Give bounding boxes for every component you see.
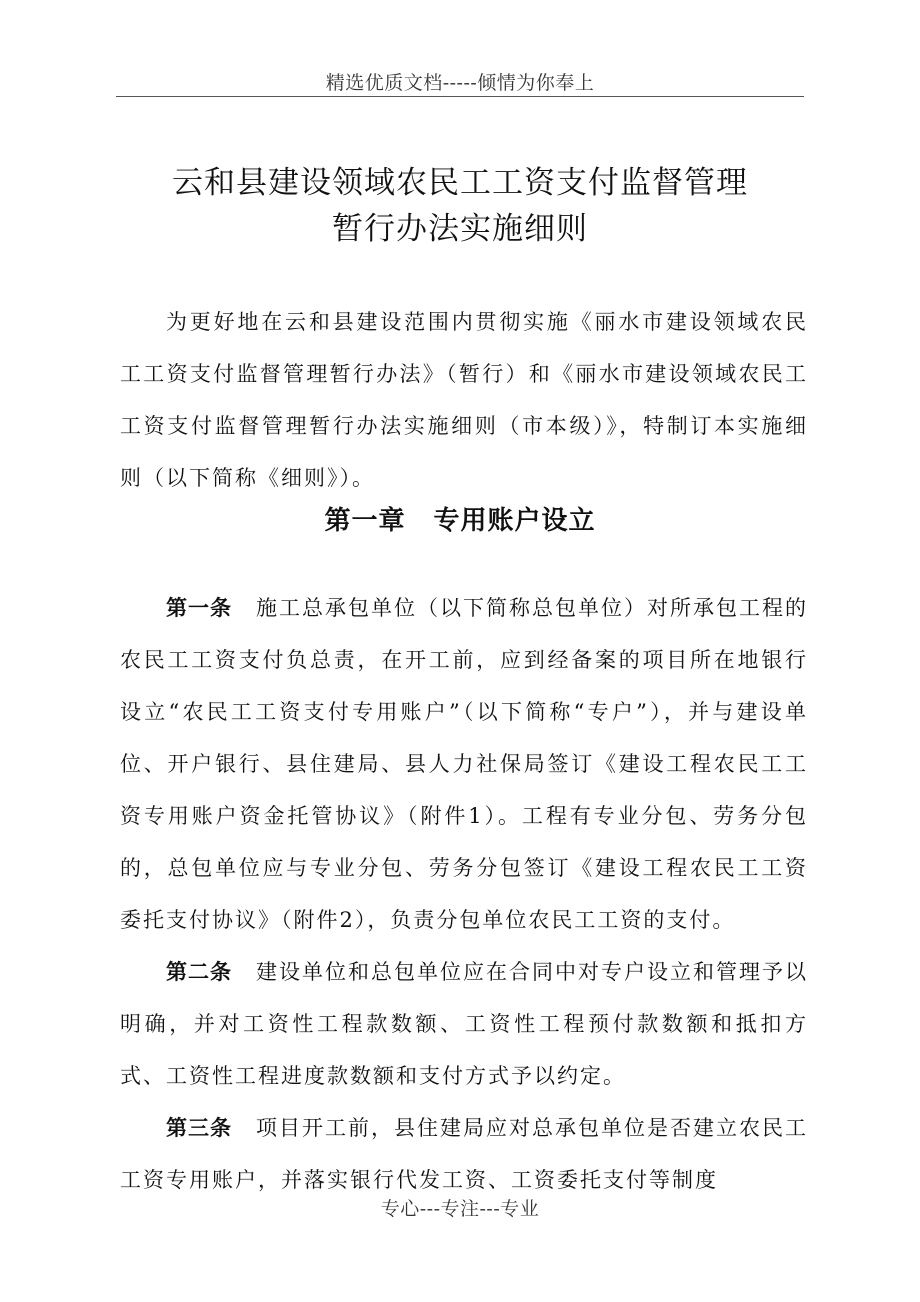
chapter-number: 第一章 [324, 506, 406, 536]
article-label: 第三条 [166, 1116, 232, 1140]
article-paragraph [120, 1102, 808, 1206]
article-paragraph [120, 582, 808, 946]
article-label: 第二条 [166, 960, 232, 984]
articles-section [120, 582, 808, 1206]
intro-paragraph: 为更好地在云和县建设范围内贯彻实施《丽水市建设领域农民工工资支付监督管理暂行办法》（暂行）和《丽水市建设领域农民工工资支付监督管理暂行办法实施细则（市本级）》，特制订本实施细则（以下简称《细则》）。 [120, 310, 808, 490]
header-divider [116, 96, 804, 97]
document-title [0, 160, 920, 252]
article-label: 第一条 [166, 596, 232, 620]
chapter-heading [0, 500, 920, 537]
article-text: 建设单位和总包单位应在合同中对专户设立和管理予以明确，并对工资性工程款数额、工资性工程预付款数额和抵扣方式、工资性工程进度款数额和支付方式予以约定。 [120, 960, 808, 1088]
title-line-2: 暂行办法实施细则 [332, 211, 588, 247]
chapter-name: 专用账户设立 [433, 506, 596, 536]
title-line-1: 云和县建设领域农民工工资支付监督管理 [172, 165, 748, 201]
page-header: 精选优质文档-----倾情为你奉上 [325, 72, 595, 94]
article-paragraph [120, 946, 808, 1102]
article-text: 施工总承包单位（以下简称总包单位）对所承包工程的农民工工资支付负总责，在开工前，应到经备案的项目所在地银行设立“农民工工资支付专用账户”（以下简称“专户”），并与建设单位、开户银行、县住建局、县人力社保局签订《建设工程农民工工资专用账户资金托管协议》（附件1）。工程有专业分包、劳务分包的，总包单位应与专业分包、劳务分包签订《建设工程农民工工资委托支付协议》（附件2），负责分包单位农民工工资的支付。 [120, 596, 808, 932]
page-footer: 专心---专注---专业 [380, 1198, 540, 1220]
intro-section [120, 296, 808, 504]
article-text: 项目开工前，县住建局应对总承包单位是否建立农民工工资专用账户，并落实银行代发工资、工资委托支付等制度 [120, 1116, 808, 1192]
